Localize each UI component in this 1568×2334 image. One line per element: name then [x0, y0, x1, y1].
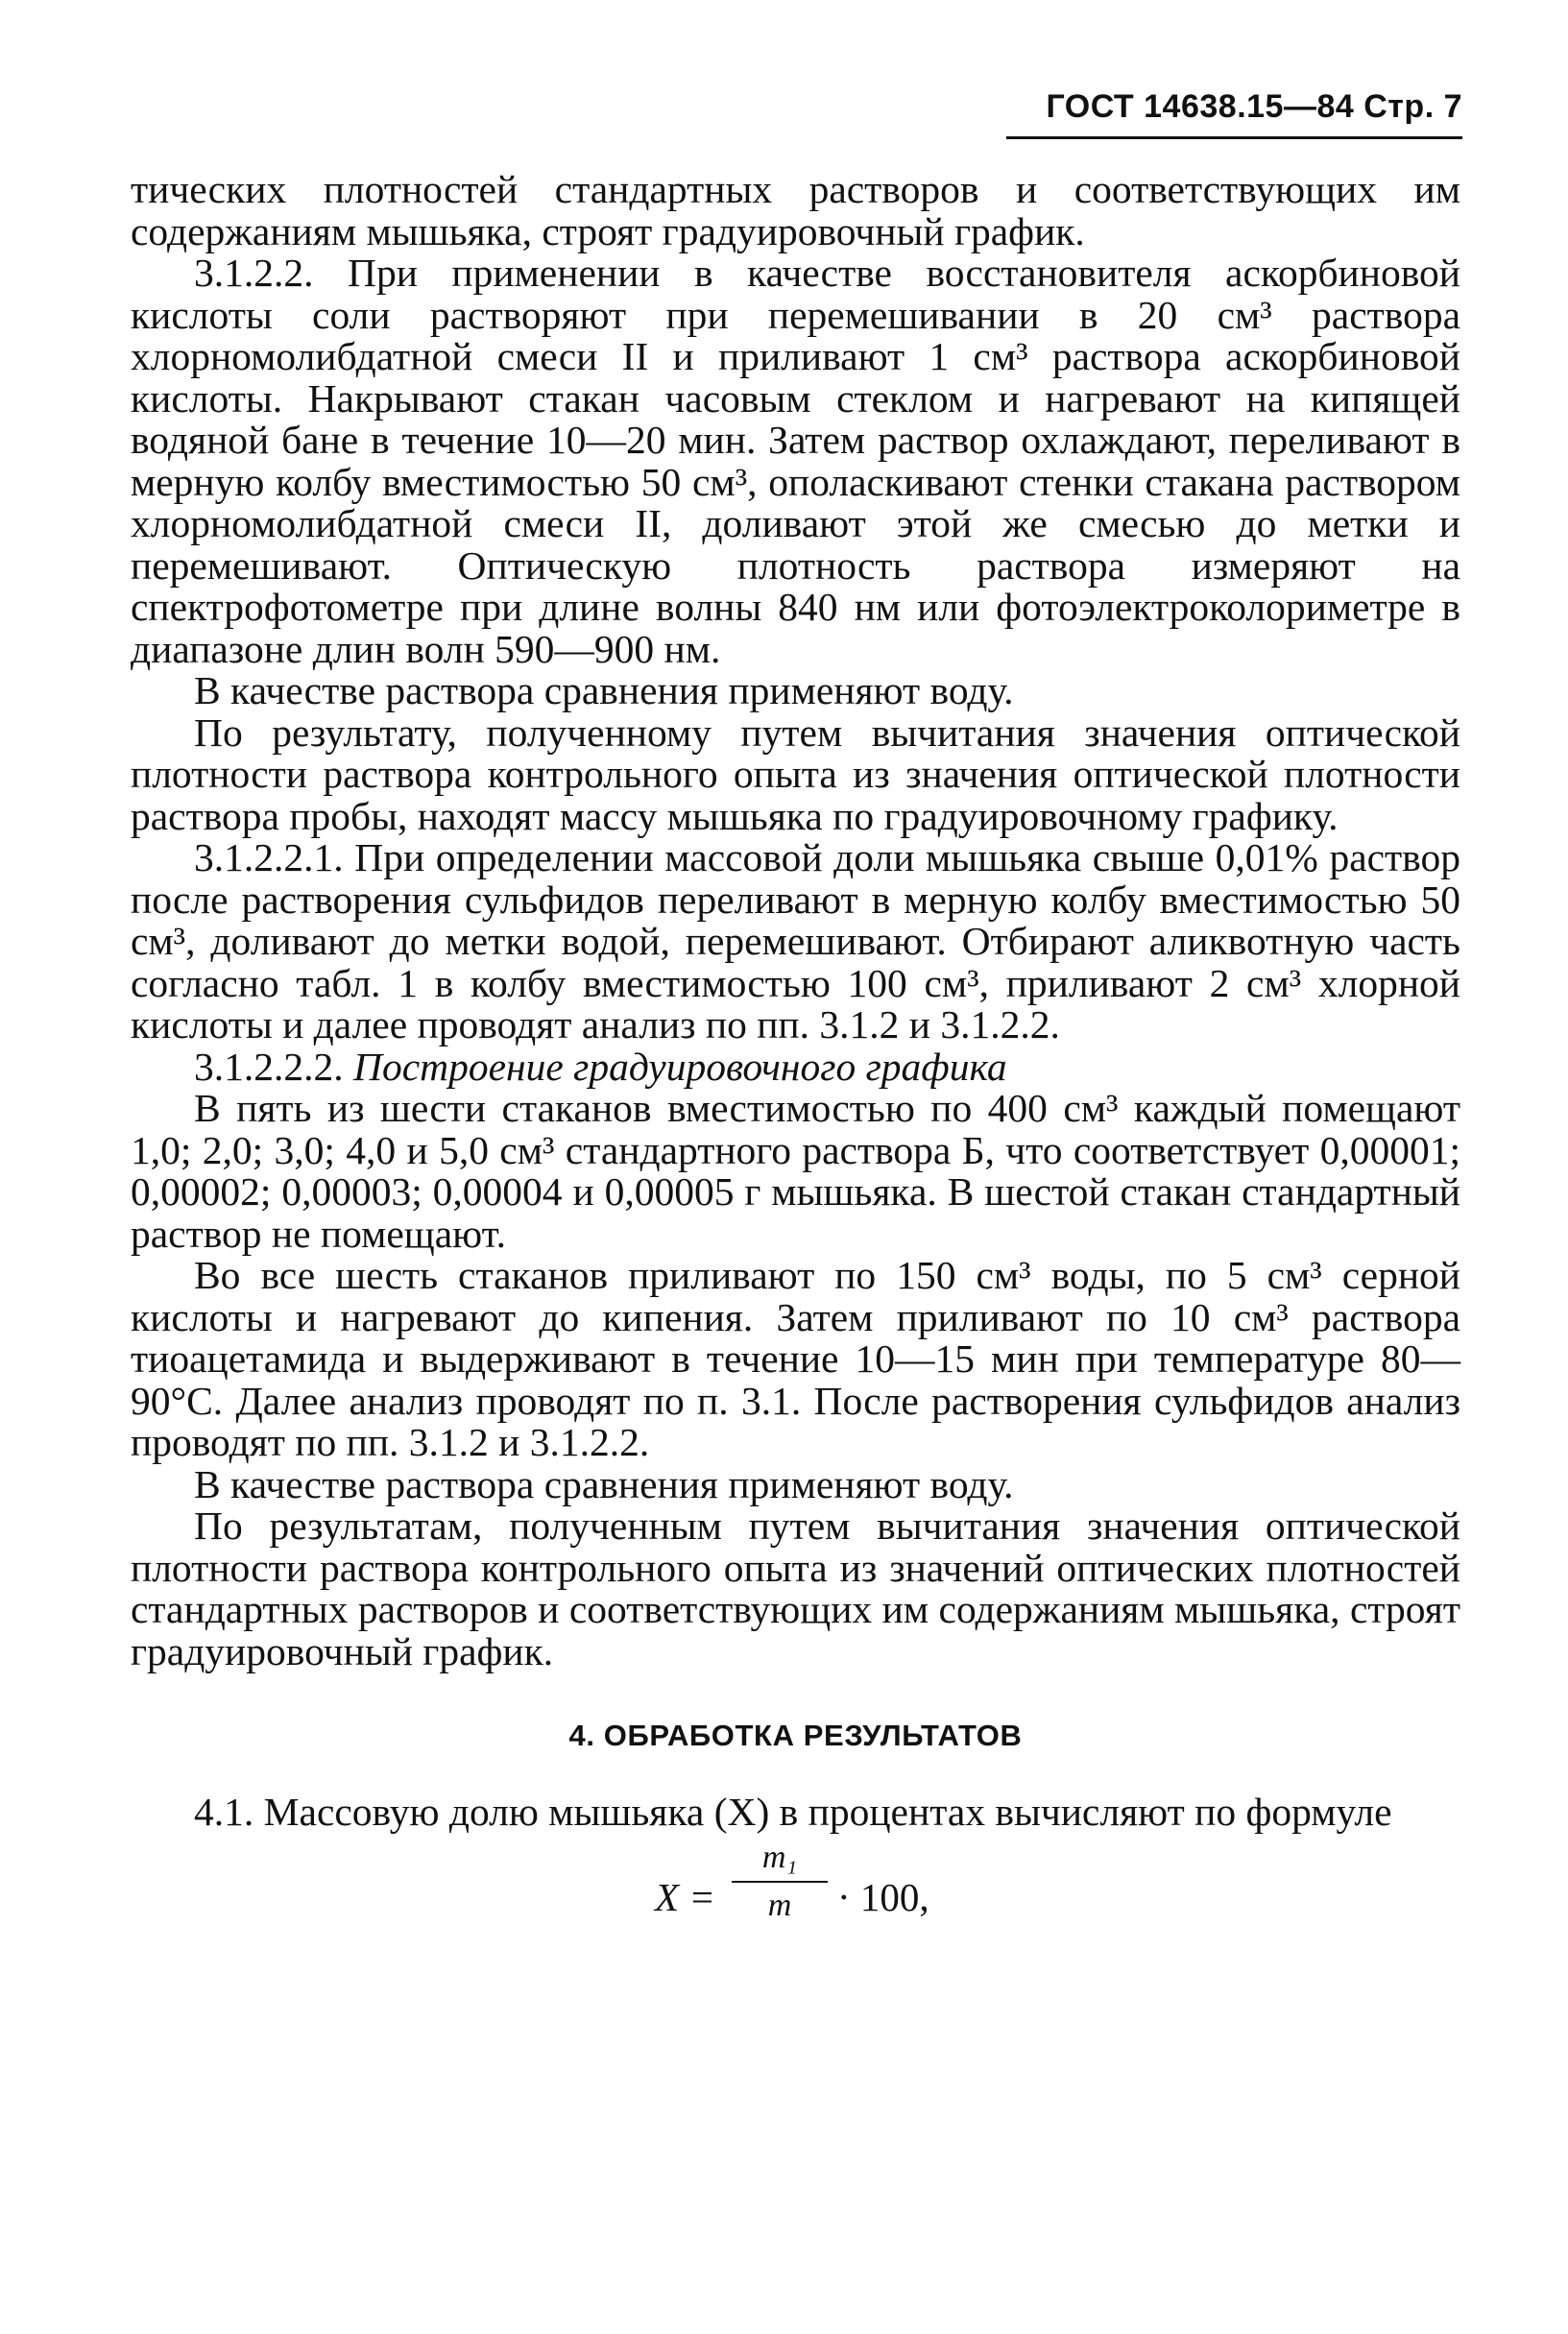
formula-fraction — [732, 1839, 828, 1925]
paragraph: В пять из шести стаканов вместимостью по 400 см³ каждый помещают 1,0; 2,0; 3,0; 4,0 и 5,0 см³ стандартного раствора Б, что соответствует 0,00001; 0,00002; 0,00003; 0,00004 и 0,00005 г мышьяка. В шестой стакан стандартный раствор не помещают. — [131, 1086, 1460, 1256]
page-header: ГОСТ 14638.15—84 Стр. 7 — [1046, 88, 1462, 125]
formula-rhs: · 100, — [837, 1875, 929, 1919]
subsection-title: Построение градуировочного графика — [353, 1044, 1007, 1089]
paragraph: В качестве раствора сравнения применяют воду. — [194, 1461, 1014, 1506]
formula — [131, 1839, 1460, 1963]
paragraph: 4.1. Массовую долю мышьяка (X) в процентах вычисляют по формуле — [194, 1789, 1392, 1834]
paragraph: По результатам, полученным путем вычитания значения оптической плотности раствора контрольного опыта из значений оптических плотностей стандартных растворов и соответствующих им содержаниям мышьяка, строят градуировочный график. — [131, 1504, 1460, 1673]
subsection-number: 3.1.2.2.2. — [194, 1044, 344, 1089]
paragraph: По результату, полученному путем вычитания значения оптической плотности раствора контрольного опыта из значения оптической плотности раствора пробы, находят массу мышьяка по градуировочному графику. — [131, 710, 1460, 838]
subsection-heading — [131, 1044, 1460, 1089]
paragraph: тических плотностей стандартных растворов и соответствующих им содержаниям мышьяка, строят градуировочный график. — [131, 167, 1460, 253]
document-body — [131, 169, 1460, 1963]
formula-denominator: m — [767, 1888, 792, 1923]
paragraph: Во все шесть стаканов приливают по 150 см³ воды, по 5 см³ серной кислоты и нагревают до кипения. Затем приливают по 10 см³ раствора тиоацетамида и выдерживают в течение 10—15 мин при температуре 80—90°С. Далее анализ проводят по п. 3.1. После растворения сульфидов анализ проводят по пп. 3.1.2 и 3.1.2.2. — [131, 1253, 1460, 1464]
fraction-bar — [732, 1881, 828, 1883]
formula-lhs: X = — [655, 1875, 715, 1919]
paragraph: 3.1.2.2.1. При определении массовой доли мышьяка свыше 0,01% раствор после растворения сульфидов переливают в мерную колбу вместимостью 50 см³, доливают до метки водой, перемешивают. Отбирают аликвотную часть согласно табл. 1 в колбу вместимостью 100 см³, приливают 2 см³ хлорной кислоты и далее проводят анализ по пп. 3.1.2 и 3.1.2.2. — [131, 835, 1460, 1047]
header-rule — [1006, 136, 1462, 139]
paragraph: 3.1.2.2. При применении в качестве восстановителя аскорбиновой кислоты соли растворяют при перемешивании в 20 см³ раствора хлорномолибдатной смеси II и приливают 1 см³ раствора аскорбиновой кислоты. Накрывают стакан часовым стеклом и нагревают на кипящей водяной бане в течение 10—20 мин. Затем раствор охлаждают, переливают в мерную колбу вместимостью 50 см³, ополаскивают стенки стакана раствором хлорномолибдатной смеси II, доливают этой же смесью до метки и перемешивают. Оптическую плотность раствора измеряют на спектрофотометре при длине волны 840 нм или фотоэлектроколориметре в диапазоне длин волн 590—900 нм. — [131, 251, 1460, 671]
section-title: 4. ОБРАБОТКА РЕЗУЛЬТАТОВ — [568, 1719, 1023, 1752]
paragraph: В качестве раствора сравнения применяют воду. — [194, 668, 1014, 712]
formula-numerator: m₁ — [761, 1840, 798, 1875]
